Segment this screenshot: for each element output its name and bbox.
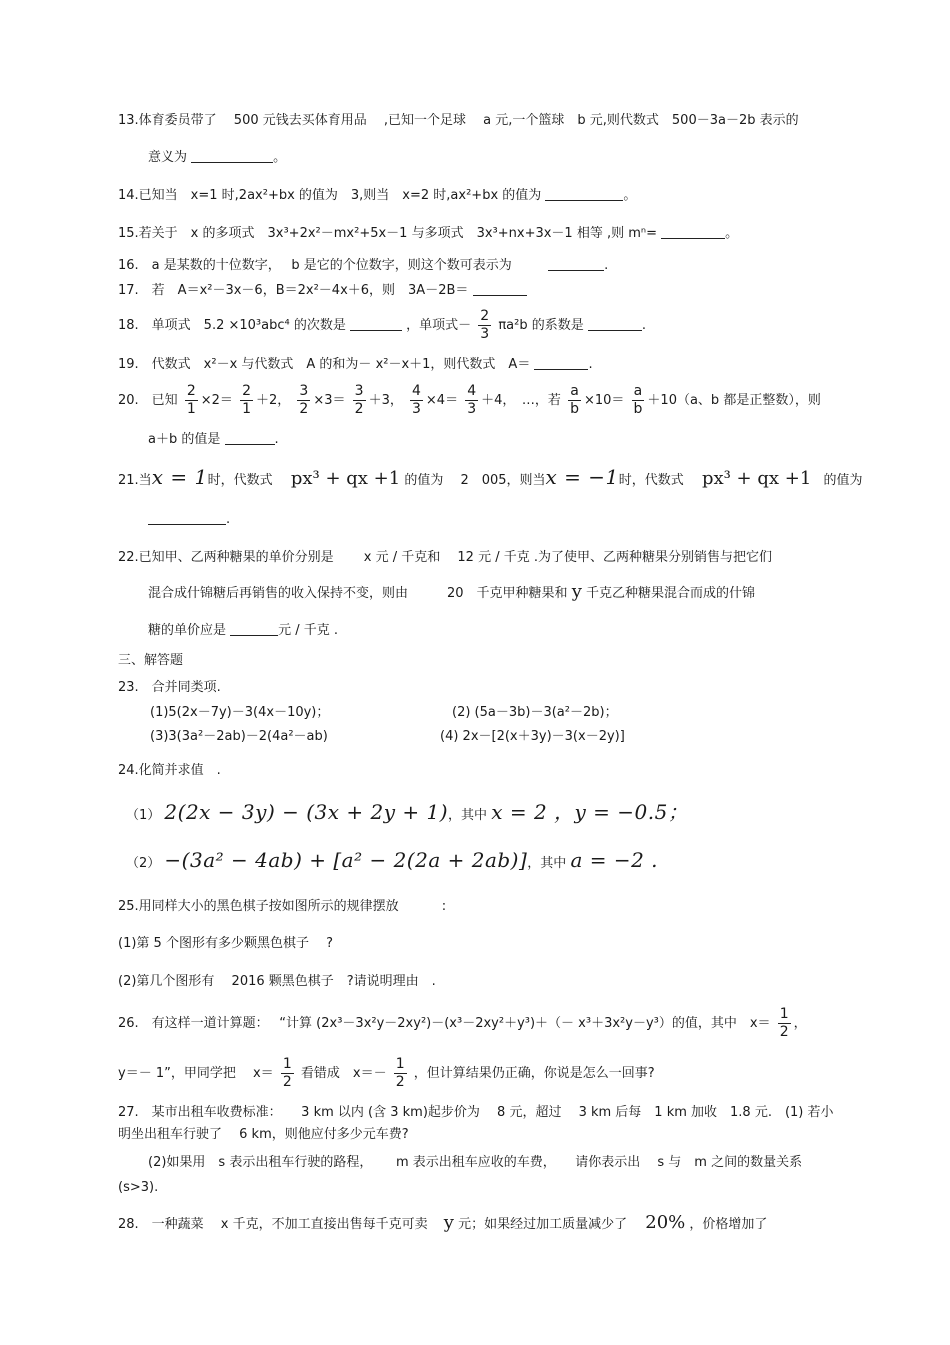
answer-blank[interactable] <box>534 355 588 370</box>
fraction: $\frac{2}{3}$ <box>480 308 490 342</box>
fraction: $\frac{4}{3}$ <box>411 383 421 417</box>
fraction: $\frac{2}{1}$ <box>186 383 196 417</box>
q16: 16. a 是某数的十位数字， b 是它的个位数字，则这个数可表示为 . <box>118 258 609 273</box>
q27-line4: (s>3). <box>118 1180 159 1195</box>
q24-part1: （1） 2(2x − 3y) − (3x + 2y + 1)，其中 x = 2 ，y = −0.5； <box>126 800 689 824</box>
answer-blank[interactable] <box>148 510 226 525</box>
q27-line1: 27. 某市出租车收费标准： 3 km 以内 (含 3 km)起步价为 8 元，超过 3 km 后每 1 km 加收 1.8 元. (1) 若小 <box>118 1105 834 1120</box>
q13-line2: 意义为 。 <box>148 150 287 165</box>
q25-part1: (1)第 5 个图形有多少颗黑色棋子 ? <box>118 936 333 951</box>
q24-part2: （2） −(3a² − 4ab) + [a² − 2(2a + 2ab)]，其中 a = −2 . <box>126 848 659 872</box>
q27-line2: 明坐出租车行驶了 6 km，则他应付多少元车费? <box>118 1127 409 1142</box>
fraction: $\frac{1}{2}$ <box>395 1056 405 1090</box>
q23-title: 23. 合并同类项. <box>118 680 221 695</box>
answer-blank[interactable] <box>545 186 623 201</box>
q22-line2: 混合成什锦糖后再销售的收入保持不变，则由 20 千克甲种糖果和 y 千克乙种糖果混合而成的什锦 <box>148 581 756 602</box>
answer-blank[interactable] <box>230 621 278 636</box>
q23-part4: (4) 2x－[2(x＋3y)－3(x－2y)] <box>440 729 625 744</box>
q21-line2: . <box>148 510 230 529</box>
fraction: $\frac{1}{2}$ <box>779 1006 789 1040</box>
fraction: $\frac{3}{2}$ <box>299 383 309 417</box>
fraction: $\frac{3}{2}$ <box>354 383 364 417</box>
answer-blank[interactable] <box>588 316 642 331</box>
fraction: $\frac{1}{2}$ <box>282 1056 292 1090</box>
answer-blank[interactable] <box>661 224 725 239</box>
fraction: $\frac{a}{b}$ <box>633 383 643 417</box>
answer-blank[interactable] <box>473 281 527 296</box>
q15: 15.若关于 x 的多项式 3x³+2x²－mx²+5x－1 与多项式 3x³+nx+3x－1 相等 ,则 mⁿ= 。 <box>118 226 739 241</box>
fraction: $\frac{a}{b}$ <box>570 383 579 417</box>
q25-title: 25.用同样大小的黑色棋子按如图所示的规律摆放 : <box>118 899 447 914</box>
q20-line2: a＋b 的值是 . <box>148 432 279 447</box>
answer-blank[interactable] <box>350 316 402 331</box>
answer-blank[interactable] <box>225 430 275 445</box>
q23-part2: (2) (5a－3b)－3(a²－2b)； <box>452 705 618 720</box>
q22-line1: 22.已知甲、乙两种糖果的单价分别是 x 元 / 千克和 12 元 / 千克 .为了使甲、乙两种糖果分别销售与把它们 <box>118 550 772 565</box>
q24-title: 24.化简并求值 . <box>118 763 221 778</box>
q26-line1: 26. 有这样一道计算题： “计算 (2x³－3x²y－2xy²)－(x³－2xy²＋y³)＋（－ x³＋3x²y－y³）的值，其中 x＝ $\frac{1}{2}$ ， <box>118 1006 807 1040</box>
q20-line1: 20. 已知 $\frac{2}{1}$ ×2＝ $\frac{2}{1}$ ＋2， $\frac{3}{2}$ ×3＝ $\frac{3}{2}$ ＋3， $\frac{4}{3}$ ×4＝ $\frac{4}{3}$ ＋4， …，若 $\frac{a}{b}$ ×10＝ $\frac{a}{b}$ ＋10（a、b 都是正整数），则 <box>118 383 821 417</box>
q19: 19. 代数式 x²－x 与代数式 A 的和为－ x²－x＋1，则代数式 A＝ . <box>118 357 593 372</box>
fraction: $\frac{4}{3}$ <box>467 383 477 417</box>
q28: 28. 一种蔬菜 x 千克，不加工直接出售每千克可卖 y 元；如果经过加工质量减少了 20% ，价格增加了 <box>118 1212 768 1233</box>
q22-line3: 糖的单价应是 元 / 千克 . <box>148 623 339 638</box>
q13-line1: 13.体育委员带了 500 元钱去买体育用品 ,已知一个足球 a 元,一个篮球 b 元,则代数式 500－3a－2b 表示的 <box>118 113 799 128</box>
q21-line1: 21.当x = 1时，代数式 px³ + qx +1 的值为 2 005，则当x = −1时，代数式 px³ + qx +1 的值为 <box>118 465 863 489</box>
answer-blank[interactable] <box>191 148 273 163</box>
q27-line3: (2)如果用 s 表示出租车行驶的路程， m 表示出租车应收的车费， 请你表示出 s 与 m 之间的数量关系 <box>148 1155 803 1170</box>
q23-part1: (1)5(2x－7y)－3(4x－10y)； <box>150 705 330 720</box>
q26-line2: y＝－ 1”，甲同学把 x＝ $\frac{1}{2}$ 看错成 x＝－ $\frac{1}{2}$ ，但计算结果仍正确，你说是怎么一回事? <box>118 1056 655 1090</box>
section-heading: 三、解答题 <box>118 653 184 668</box>
answer-blank[interactable] <box>548 256 604 271</box>
q25-part2: (2)第几个图形有 2016 颗黑色棋子 ?请说明理由 . <box>118 974 436 989</box>
q14: 14.已知当 x=1 时,2ax²+bx 的值为 3,则当 x=2 时,ax²+bx 的值为 。 <box>118 188 637 203</box>
q17: 17. 若 A＝x²－3x－6，B＝2x²－4x＋6，则 3A－2B＝ <box>118 281 527 300</box>
q23-part3: (3)3(3a²－2ab)－2(4a²－ab) <box>150 729 328 744</box>
fraction: $\frac{2}{1}$ <box>242 383 251 417</box>
q18: 18. 单项式 5.2 ×10³abc⁴ 的次数是 ，单项式－ $\frac{2}{3}$ πa²b 的系数是 . <box>118 308 647 342</box>
